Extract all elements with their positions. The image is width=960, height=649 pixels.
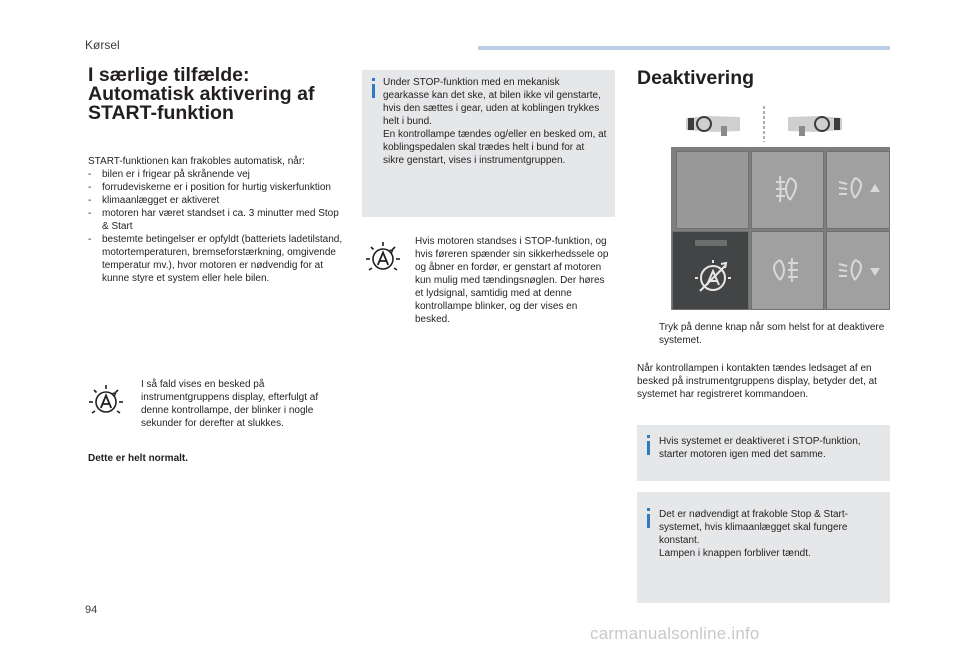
- info-dot: [647, 508, 650, 511]
- left-heading: [88, 66, 358, 123]
- start-stop-warning-icon: [365, 240, 401, 276]
- info-box-text: Det er nødvendigt at frakoble Stop & Start-systemet, hvis klimaanlægget skal fungere konstant. Lampen i knappen forbliver tændt.: [659, 509, 848, 559]
- headlamp-up-button[interactable]: [826, 151, 890, 229]
- panel-button-blank: [676, 151, 749, 229]
- headlamp-adjust-down-icon: [827, 232, 889, 309]
- list-item: - forrudeviskerne er i position for hurtig viskerfunktion: [88, 182, 331, 193]
- list-item: - bestemte betingelser er opfyldt (batteriets ladetilstand, motortemperaturen, bremseforstærkning, omgivende temperatur mv.), hvor motoren er nødvendig for at kunne styre et system eller hele bilen.: [88, 234, 343, 284]
- rear-fog-button[interactable]: [751, 151, 824, 229]
- list-item-text: forrudeviskerne er i position for hurtig viskerfunktion: [102, 182, 331, 193]
- headlamp-adjust-up-icon: [827, 152, 889, 228]
- left-heading-line-2: Automatisk aktivering af: [88, 83, 315, 105]
- instruction-bullet: [637, 321, 887, 347]
- list-item: - motoren har været standset i ca. 3 minutter med Stop & Start: [88, 208, 339, 232]
- indicator-lamp: [695, 240, 727, 246]
- rear-fog-lamp-button[interactable]: [751, 231, 824, 310]
- info-dot: [647, 435, 650, 438]
- info-box: [637, 492, 890, 603]
- info-dot: [372, 78, 375, 81]
- list-item-text: klimaanlægget er aktiveret: [102, 195, 220, 206]
- stop-start-button[interactable]: [672, 231, 749, 310]
- page-number: 94: [85, 604, 98, 616]
- list-item: - klimaanlægget er aktiveret: [88, 195, 220, 206]
- info-box: [362, 70, 615, 217]
- instruction-text: Tryk på denne knap når som helst for at deaktivere systemet.: [659, 322, 885, 346]
- info-box-text: Under STOP-funktion med en mekanisk gearkasse kan det ske, at bilen ikke vil genstarte, hvis den sættes i gear, uden at koblingen trykkes helt i bund. En kontrollampe tændes og/eller en besked om, at koblingspedalen skal trædes helt i bund for at sikre genstart, vises i instrumentgruppen.: [383, 77, 607, 166]
- info-icon: [647, 441, 650, 455]
- list-item-text: bilen er i frigear på skrånende vej: [102, 169, 250, 180]
- info-box-text: Hvis systemet er deaktiveret i STOP-funktion, starter motoren igen med det samme.: [659, 436, 861, 460]
- confirmation-text: Når kontrollampen i kontakten tændes ledsaget af en besked på instrumentgruppens display, betyder det, at systemet har registreret kommandoen.: [637, 363, 877, 400]
- warning-note: I så fald vises en besked på instrumentgruppens display, efterfulgt af denne kontrollampe, der blinker i nogle sekunder for derefter at slukkes.: [141, 379, 319, 429]
- list-item-text: motoren har været standset i ca. 3 minutter med Stop & Start: [102, 208, 339, 232]
- info-icon: [372, 84, 375, 98]
- section-heading: Deaktivering: [637, 67, 755, 89]
- conditions-list: [88, 168, 343, 285]
- switch-panel: [671, 147, 890, 310]
- list-item-text: bestemte betingelser er opfyldt (batteriets ladetilstand, motortemperaturen, bremseforstærkning, omgivende temperatur mv.), hvor motoren er nødvendig for at kunne styre et system eller hele bilen.: [102, 234, 343, 284]
- section-label: Kørsel: [85, 38, 120, 52]
- left-heading-line-3: START-funktion: [88, 102, 234, 124]
- dashboard-location-icon: [684, 104, 844, 144]
- info-box: [637, 425, 890, 481]
- normal-statement: Dette er helt normalt.: [88, 453, 189, 464]
- watermark: carmanualsonline.info: [590, 624, 760, 643]
- intro-text: START-funktionen kan frakobles automatisk, når:: [88, 156, 305, 167]
- stop-start-off-icon: [673, 248, 750, 308]
- info-icon: [647, 514, 650, 528]
- restart-note: Hvis motoren standses i STOP-funktion, og hvis føreren spænder sin sikkerhedssele op og åbner en fordør, er genstart af motoren kun mulig med tændingsnøglen. Der høres et lydsignal, samtidig med at denne kontrollampe blinker, og der vises en besked.: [415, 236, 609, 325]
- list-item: - bilen er i frigear på skrånende vej: [88, 169, 250, 180]
- header-bar: [478, 46, 890, 50]
- headlamp-down-button[interactable]: [826, 231, 890, 310]
- start-stop-warning-icon: [88, 383, 124, 419]
- left-heading-line-1: I særlige tilfælde:: [88, 64, 250, 86]
- rear-fog-light-icon: [752, 232, 823, 309]
- front-fog-light-icon: [752, 152, 823, 228]
